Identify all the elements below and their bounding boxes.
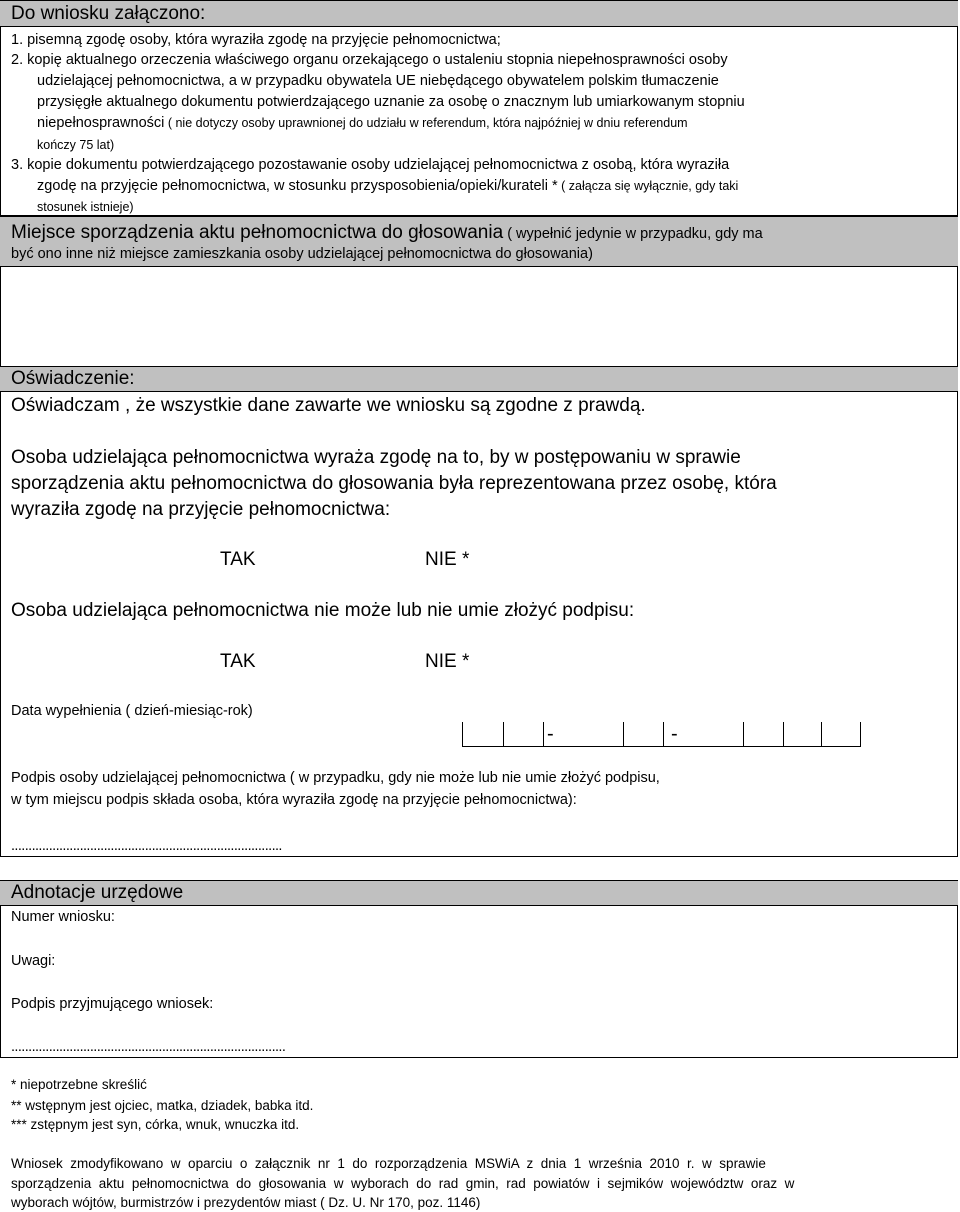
attachment-item-3-line-2-note: ( załącza się wyłącznie, gdy taki [557,179,739,193]
attachment-item-3-line-2-main: zgodę na przyjęcie pełnomocnictwa, w stosunku przysposobienia/opieki/kurateli * [37,178,558,194]
attachment-item-2-line-4 [37,113,688,134]
date-label: Data wypełnienia ( dzień-miesiąc-rok) [11,703,253,719]
place-header-line-1 [11,220,763,246]
attachment-item-2-line-4-main: niepełnosprawności [37,115,165,131]
footnote-2: ** wstępnym jest ojciec, matka, dziadek, babka itd. [11,1098,314,1113]
attachment-item-3-line-2 [37,176,738,197]
sign-instructions-1: Podpis osoby udzielającej pełnomocnictwa ( w przypadku, gdy nie może lub nie umie złożyć podpisu, [11,770,660,786]
place-header-bar [0,216,958,267]
place-input-area[interactable] [0,266,958,367]
consent-line-1: Osoba udzielająca pełnomocnictwa wyraża zgodę na to, by w postępowaniu w sprawie [11,447,741,468]
legal-basis-line-1: Wniosek zmodyfikowano w oparciu o załącznik nr 1 do rozporządzenia MSWiA z dnia 1 września 2010 r. w sprawie [11,1156,766,1171]
consent-line-3: wyraziła zgodę na przyjęcie pełnomocnictwa: [11,499,391,520]
footnote-3: *** zstępnym jest syn, córka, wnuk, wnuczka itd. [11,1117,300,1132]
receiver-signature-label: Podpis przyjmującego wniosek: [11,996,214,1012]
signature-question: Osoba udzielająca pełnomocnictwa nie może lub nie umie złożyć podpisu: [11,600,635,621]
attachment-item-1: 1. pisemną zgodę osoby, która wyraziła zgodę na przyjęcie pełnomocnictwa; [11,32,501,48]
signature-yes-option[interactable]: TAK [220,651,256,672]
attachment-item-2-line-2: udzielającej pełnomocnictwa, a w przypadku obywatela UE niebędącego obywatelem polskim tłumaczenie [37,73,719,89]
place-title: Miejsce sporządzenia aktu pełnomocnictwa do głosowania [11,222,504,243]
date-separator-2: - [671,723,678,745]
attachment-item-3-line-3: stosunek istnieje) [37,200,134,214]
legal-basis-line-2: sporządzenia aktu pełnomocnictwa do głosowania w wyborach do rad gmin, rad powiatów i sejmików województw oraz w [11,1176,795,1191]
attachments-header: Do wniosku załączono: [11,3,206,24]
receiver-signature-line[interactable]: ................................................................................ [11,1039,286,1055]
attachment-item-2-line-3: przysięgłe aktualnego dokumentu potwierdzającego uznanie za osobę o znacznym lub umiarkowanym stopniu [37,94,745,110]
place-note-2: być ono inne niż miejsce zamieszkania osoby udzielającej pełnomocnictwa do głosowania) [11,246,593,262]
declaration-statement: Oświadczam , że wszystkie dane zawarte we wniosku są zgodne z prawdą. [11,395,646,416]
attachments-header-bar [0,0,958,27]
attachment-item-2-line-1: 2. kopię aktualnego orzeczenia właściwego organu orzekającego o ustaleniu stopnia niepełnosprawności osoby [11,52,728,68]
application-number-label: Numer wniosku: [11,909,115,925]
attachment-item-3-line-1: 3. kopie dokumentu potwierdzającego pozostawanie osoby udzielającej pełnomocnictwa z osobą, która wyraziła [11,157,730,173]
office-header-bar [0,880,958,906]
legal-basis-line-3: wyborach wójtów, burmistrzów i prezydentów miast ( Dz. U. Nr 170, poz. 1146) [11,1195,481,1210]
attachment-item-2-line-5: kończy 75 lat) [37,138,115,152]
office-header: Adnotacje urzędowe [11,882,184,903]
declaration-header-bar [0,366,958,392]
signature-no-option[interactable]: NIE * [425,651,470,672]
office-box [0,905,958,1058]
attachment-item-2-line-4-note: ( nie dotyczy osoby uprawnionej do udziału w referendum, która najpóźniej w dniu referendum [164,116,688,130]
date-separator-1: - [547,723,554,745]
footnote-1: * niepotrzebne skreślić [11,1077,147,1092]
declaration-header: Oświadczenie: [11,368,135,389]
place-note-1: ( wypełnić jedynie w przypadku, gdy ma [503,226,763,242]
consent-line-2: sporządzenia aktu pełnomocnictwa do głosowania była reprezentowana przez osobę, która [11,473,777,494]
consent-yes-option[interactable]: TAK [220,549,256,570]
applicant-signature-line[interactable]: ............................................................................... [11,838,282,854]
remarks-label: Uwagi: [11,953,56,969]
consent-no-option[interactable]: NIE * [425,549,470,570]
date-field[interactable] [462,722,861,747]
sign-instructions-2: w tym miejscu podpis składa osoba, która wyraziła zgodę na przyjęcie pełnomocnictwa): [11,792,577,808]
